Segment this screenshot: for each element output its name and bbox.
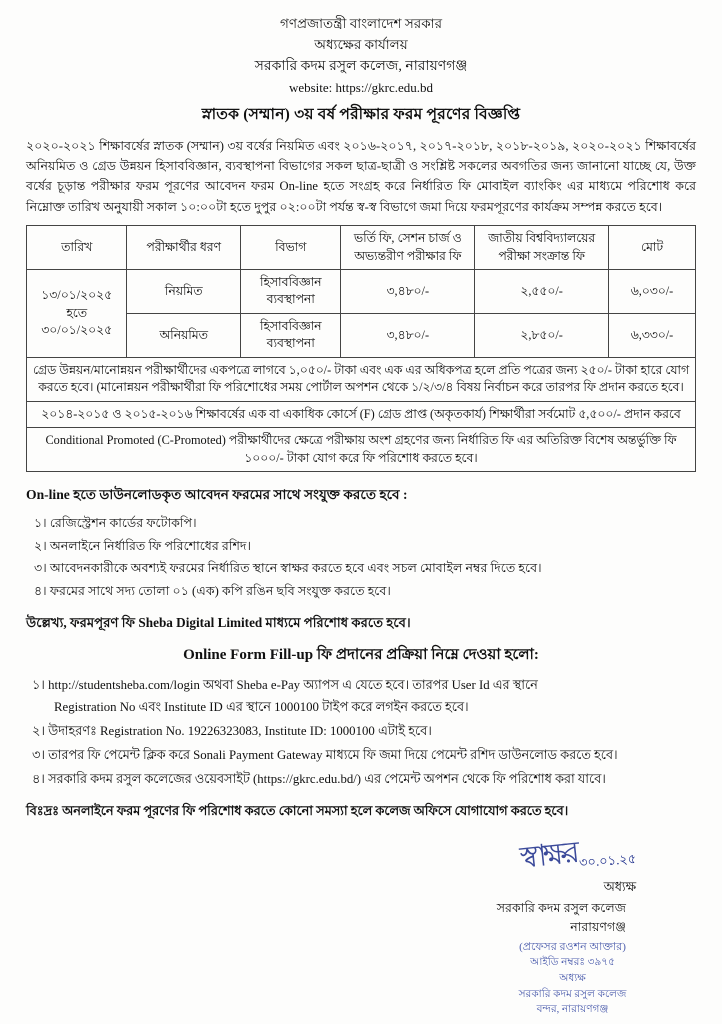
note-failed-students: ২০১৪-২০১৫ ও ২০১৫-২০১৬ শিক্ষাবর্ষের এক বা একাধিক কোর্সে (F) গ্রেড প্রাপ্ত (অকৃতকার্য) শিক্ষার্থীরা সর্বমোট ৫,৫০০/- প্রদান করবে	[27, 401, 696, 427]
table-note-row	[27, 401, 696, 427]
official-seal	[465, 939, 680, 1019]
list-item: ২। উদাহরণঃ Registration No. 19226323083, Institute ID: 1000100 এটাই হবে।	[32, 723, 432, 738]
intro-paragraph: ২০২০-২০২১ শিক্ষাবর্ষের স্নাতক (সম্মান) ৩য় বর্ষের নিয়মিত এবং ২০১৬-২০১৭, ২০১৭-২০১৮, ২০১৮-২০১৯, ২০২০-২০২১ শিক্ষাবর্ষের অনিয়মিত ও গ্রেড উন্নয়ন হিসাববিজ্ঞান, ব্যবস্থাপনা বিভাগের সকল ছাত্র-ছাত্রী ও সংশ্লিষ্ট সকলের অবগতির জন্য জানানো যাচ্ছে যে, উক্ত বর্ষের চূড়ান্ত পরীক্ষার ফরম পূরণের আবেদন ফরম On-line হতে সংগ্রহ করে নির্ধারিত ফি মোবাইল ব্যাংকিং এর মাধ্যমে পরিশোধ করে নিম্নোক্ত তারিখ অনুযায়ী সকাল ১০:০০টা হতে দুপুর ০২:০০টা পর্যন্ত স্ব-স্ব বিভাগে জমা দিয়ে ফরমপূরণের কার্যক্রম সম্পন্ন করতে হবে।	[26, 138, 696, 214]
footer-college-city: নারায়ণগঞ্জ	[570, 919, 626, 934]
footer-college-name: সরকারি কদম রসুল কলেজ	[496, 900, 626, 915]
signature-block	[26, 833, 696, 897]
th-candidate-type: পরীক্ষার্থীর ধরণ	[127, 226, 241, 270]
dept-line-1: হিসাববিজ্ঞান	[259, 318, 322, 333]
cell-fee1: ৩,৪৮০/-	[341, 270, 475, 314]
date-separator: হতে	[66, 305, 87, 320]
th-admission-fee: ভর্তি ফি, সেশন চার্জ ও অভ্যন্তরীণ পরীক্ষার ফি	[341, 226, 475, 270]
attachment-heading: On-line হতে ডাউনলোডকৃত আবেদন ফরমের সাথে সংযুক্ত করতে হবে :	[26, 487, 408, 503]
date-to: ৩০/০১/২০২৫	[41, 323, 113, 338]
list-item: ১। রেজিস্ট্রেশন কার্ডের ফটোকপি।	[34, 516, 197, 531]
th-nu-fee: জাতীয় বিশ্ববিদ্যালয়ের পরীক্ষা সংক্রান্ত ফি	[475, 226, 609, 270]
list-item	[32, 674, 696, 718]
note-conditional-promoted: Conditional Promoted (C-Promoted) পরীক্ষার্থীদের ক্ষেত্রে পরীক্ষায় অংশ গ্রহণের জন্য নির্ধারিত ফি এর অতিরিক্ত বিশেষ অন্তর্ভুক্তি ফি ১০০০/- টাকা যোগ করে ফি পরিশোধ করতে হবে।	[27, 428, 696, 472]
seal-address: বন্দর, নারায়ণগঞ্জ	[536, 1004, 609, 1016]
page-title: স্নাতক (সম্মান) ৩য় বর্ষ পরীক্ষার ফরম পূরণের বিজ্ঞপ্তি	[201, 105, 521, 123]
signature-designation: অধ্যক্ষ	[603, 879, 636, 894]
table-row	[27, 270, 696, 314]
seal-id: আইডি নম্বরঃ ৩৯৭৫	[530, 957, 615, 968]
dept-line-2: ব্যবস্থাপনা	[266, 292, 315, 307]
seal-college: সরকারি কদম রসুল কলেজ	[518, 988, 627, 1000]
cell-type: অনিয়মিত	[127, 313, 241, 357]
online-step-1-sub: Registration No এবং Institute ID এর স্থানে 1000100 টাইপ করে লগইন করতে হবে।	[54, 699, 469, 714]
table-note-row	[27, 428, 696, 472]
list-item: ২। অনলাইনে নির্ধারিত ফি পরিশোধের রশিদ।	[34, 538, 252, 553]
signature-mark: স্বাক্ষর	[518, 835, 578, 875]
cell-fee2: ২,৮৫০/-	[475, 313, 609, 357]
table-note-row	[27, 357, 696, 401]
seal-principal-name: (প্রফেসর রওশন আক্তার)	[519, 940, 626, 953]
table-header-row	[27, 226, 696, 270]
th-date: তারিখ	[27, 226, 127, 270]
govt-name: গণপ্রজাতন্ত্রী বাংলাদেশ সরকার	[279, 16, 443, 31]
website-link[interactable]: website: https://gkrc.edu.bd	[288, 79, 434, 95]
sheba-payment-note: উল্লেখ্য, ফরমপূরণ ফি Sheba Digital Limited মাধ্যমে পরিশোধ করতে হবে।	[26, 614, 411, 630]
cell-fee1: ৩,৪৮০/-	[341, 313, 475, 357]
list-item: ৩। আবেদনকারীকে অবশ্যই ফরমের নির্ধারিত স্থানে স্বাক্ষর করতে হবে এবং সচল মোবাইল নম্বর দিতে হবে।	[34, 561, 542, 576]
dept-line-1: হিসাববিজ্ঞান	[259, 275, 322, 289]
signature-date: ৩০.০১.২৫	[578, 850, 637, 870]
cell-total: ৬,০৩০/-	[609, 270, 696, 314]
fee-table	[26, 225, 696, 472]
note-grade-improvement: গ্রেড উন্নয়ন/মানোন্নয়ন পরীক্ষার্থীদের একপত্রে লাগবে ১,০৫০/- টাকা এবং এক এর অধিকপত্র হলে প্রতি পত্রের জন্য ২৫০/- টাকা হারে যোগ করতে হবে। (মানোন্নয়ন পরীক্ষার্থীরা ফি পরিশোধের সময় পোর্টাল অপশন থেকে ১/২/৩/৪ বিষয় নির্বাচন করে তারপর ফি প্রদান করতে হবে।	[27, 357, 696, 401]
table-row	[27, 313, 696, 357]
list-item: ৪। ফরমের সাথে সদ্য তোলা ০১ (এক) কপি রঙিন ছবি সংযুক্ত করতে হবে।	[34, 584, 391, 599]
final-note: বিঃদ্রঃ অনলাইনে ফরম পূরণের ফি পরিশোধ করতে কোনো সমস্যা হলে কলেজ অফিসে যোগাযোগ করতে হবে।	[26, 803, 569, 818]
cell-fee2: ২,৫৫০/-	[475, 270, 609, 314]
date-from: ১৩/০১/২০২৫	[41, 288, 113, 303]
th-department: বিভাগ	[241, 226, 341, 270]
cell-total: ৬,৩৩০/-	[609, 313, 696, 357]
online-step-1: ১। http://studentsheba.com/login অথবা Sheba e-Pay অ্যাপস এ যেতে হবে। তারপর User Id এর স্থানে	[32, 677, 538, 692]
office-name: অধ্যক্ষের কার্যালয়	[314, 36, 408, 52]
footer-college	[26, 899, 696, 937]
cell-dept	[241, 270, 341, 314]
cell-type: নিয়মিত	[127, 270, 241, 314]
th-total: মোট	[609, 226, 696, 270]
seal-designation: অধ্যক্ষ	[559, 972, 586, 984]
college-name: সরকারি কদম রসুল কলেজ, নারায়ণগঞ্জ	[254, 58, 468, 74]
list-item: ৩। তারপর ফি পেমেন্ট ক্লিক করে Sonali Payment Gateway মাধ্যমে ফি জমা দিয়ে পেমেন্ট রশিদ ডাউনলোড করতে হবে।	[32, 747, 618, 762]
dept-line-2: ব্যবস্থাপনা	[266, 336, 315, 351]
cell-dept	[241, 313, 341, 357]
list-item: ৪। সরকারি কদম রসুল কলেজের ওয়েবসাইট (https://gkrc.edu.bd/) এর পেমেন্ট অপশন থেকে ফি পরিশোধ করা যাবে।	[32, 771, 606, 786]
online-form-heading: Online Form Fill-up ফি প্রদানের প্রক্রিয়া নিম্নে দেওয়া হলো:	[183, 646, 539, 663]
cell-date-range	[27, 270, 127, 358]
